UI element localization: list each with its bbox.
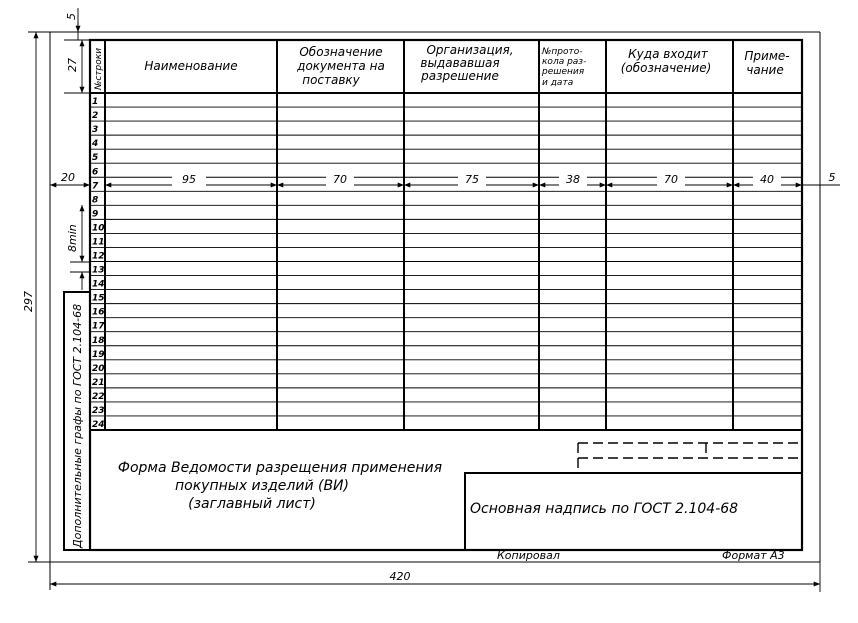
dim-col-doc: 70: [333, 173, 347, 186]
row-number: 9: [92, 209, 99, 220]
row-number: 20: [92, 363, 105, 374]
dim-sheet-width: 420: [389, 570, 411, 583]
dim-col-target: 70: [664, 173, 678, 186]
header-target-line1: Куда входит: [628, 47, 708, 61]
footer-format: Формат А3: [722, 549, 785, 562]
dashed-block: [578, 443, 802, 473]
dim-sheet-height: 297: [22, 291, 35, 312]
row-number: 7: [92, 181, 99, 192]
row-number: 16: [92, 307, 105, 318]
row-number: 21: [92, 377, 105, 388]
table-grid: [90, 40, 802, 430]
header-proto-line2: кола раз-: [542, 57, 587, 67]
dim-header-height: 27: [66, 58, 79, 72]
dim-top-offset: 5: [65, 13, 78, 20]
dim-col-note: 40: [760, 173, 774, 186]
header-doc-line1: Обозначение: [299, 45, 383, 59]
row-number: 24: [92, 420, 105, 430]
top-dimension: [64, 8, 105, 40]
header-proto-line4: и дата: [542, 78, 574, 88]
form-title-line3: (заглавный лист): [188, 496, 316, 512]
header-name: Наименование: [144, 59, 238, 73]
dim-col-proto: 38: [566, 173, 580, 186]
dim-col-org: 75: [465, 173, 479, 186]
footer-copied: Копировал: [497, 549, 560, 562]
row-number: 13: [92, 265, 105, 276]
header-org-line2: выдававшая: [420, 56, 500, 70]
header-note-line1: Приме-: [744, 49, 790, 63]
header-org-line1: Организация,: [426, 43, 514, 57]
header-row-number: №строки: [94, 47, 104, 90]
table-header: [94, 43, 790, 91]
dim-left-margin: 20: [61, 171, 75, 184]
header-target-line2: (обозначение): [620, 61, 712, 75]
row-number: 19: [92, 349, 105, 360]
row-number: 12: [92, 251, 105, 262]
row-number: 5: [92, 153, 99, 164]
form-title-line1: Форма Ведомости разрещения применения: [117, 460, 443, 476]
dim-row-min: 8min: [66, 224, 79, 252]
side-label: Дополнительные графы по ГОСТ 2.104-68: [71, 303, 84, 548]
header-doc-line3: поставку: [302, 73, 360, 87]
row-number: 3: [92, 125, 99, 136]
row-number: 23: [92, 405, 105, 416]
row-number: 2: [92, 111, 99, 122]
dim-col-name: 95: [182, 173, 196, 186]
row-numbers: [91, 97, 105, 430]
row-number: 4: [92, 139, 99, 150]
form-title-line2: покупных изделий (ВИ): [175, 478, 349, 494]
header-doc-line2: документа на: [297, 59, 385, 73]
row-number: 8: [92, 195, 99, 206]
dim-right-margin: 5: [828, 171, 836, 184]
row-number: 17: [92, 321, 105, 332]
row-number: 10: [92, 223, 105, 234]
title-block-text: Основная надпись по ГОСТ 2.104-68: [470, 501, 739, 517]
sheet-width-dimension: [50, 562, 820, 592]
form-title: [118, 460, 442, 512]
row-number: 14: [92, 279, 105, 290]
header-proto-line3: решения: [542, 67, 585, 77]
header-org-line3: разрешение: [421, 69, 499, 83]
row-number: 15: [92, 293, 105, 304]
row-number: 1: [92, 97, 99, 108]
header-proto-line1: №прото-: [542, 47, 583, 57]
row-number: 22: [92, 391, 105, 402]
row-number: 6: [92, 167, 99, 178]
row-number: 18: [92, 335, 105, 346]
row-number: 11: [92, 237, 105, 248]
header-note-line2: чание: [746, 63, 784, 77]
